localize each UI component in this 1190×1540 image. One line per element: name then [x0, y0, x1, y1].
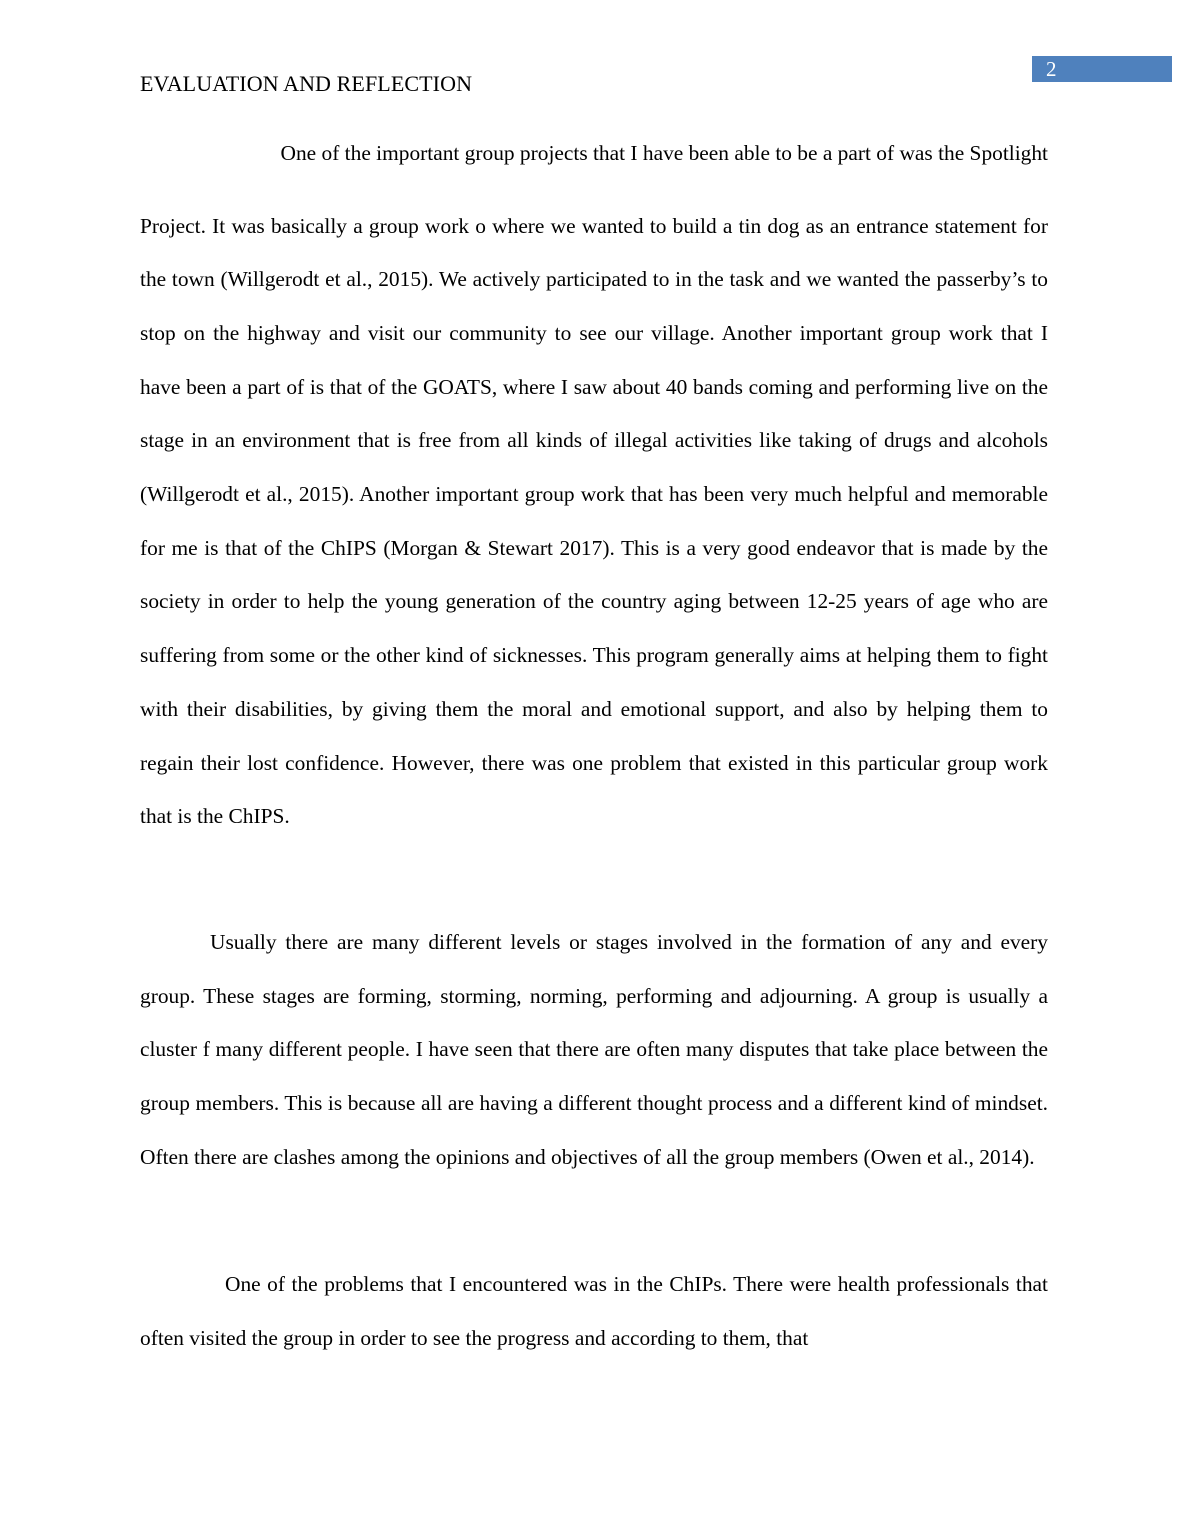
page-number-box: [1032, 56, 1172, 82]
paragraph-spotlight-project: [140, 126, 1048, 844]
paragraph-continuation: Project. It was basically a group work o where we wanted to build a tin dog as an entrance statement for the town (Willgerodt et al., 2015). We actively participated to in the task and we wanted the passerby’s to stop on the highway and visit our community to see our village. Another important group work that I have been a part of is that of the GOATS, where I saw about 40 bands coming and performing live on the stage in an environment that is free from all kinds of illegal activities like taking of drugs and alcohols (Willgerodt et al., 2015). Another important group work that has been very much helpful and memorable for me is that of the ChIPS (Morgan & Stewart 2017). This is a very good endeavor that is made by the society in order to help the young generation of the country aging between 12-25 years of age who are suffering from some or the other kind of sicknesses. This program generally aims at helping them to fight with their disabilities, by giving them the moral and emotional support, and also by helping them to regain their lost confidence. However, there was one problem that existed in this particular group work that is the ChIPS.: [140, 213, 1048, 829]
paragraph-group-stages: Usually there are many different levels or stages involved in the formation of any and every group. These stages are forming, storming, norming, performing and adjourning. A group is usually a cluster f many different people. I have seen that there are often many disputes that take place between the group members. This is because all are having a different thought process and a different kind of mindset. Often there are clashes among the opinions and objectives of all the group members (Owen et al., 2014).: [140, 930, 1048, 1169]
page-number: 2: [1046, 57, 1057, 81]
paragraph-chips-problems: One of the problems that I encountered was in the ChIPs. There were health professionals that often visited the group in order to see the progress and according to them, that: [140, 1272, 1048, 1350]
running-head: EVALUATION AND REFLECTION: [140, 71, 473, 96]
paragraph-first-line: One of the important group projects that I have been able to be a part of was the Spotlight: [280, 141, 1048, 165]
